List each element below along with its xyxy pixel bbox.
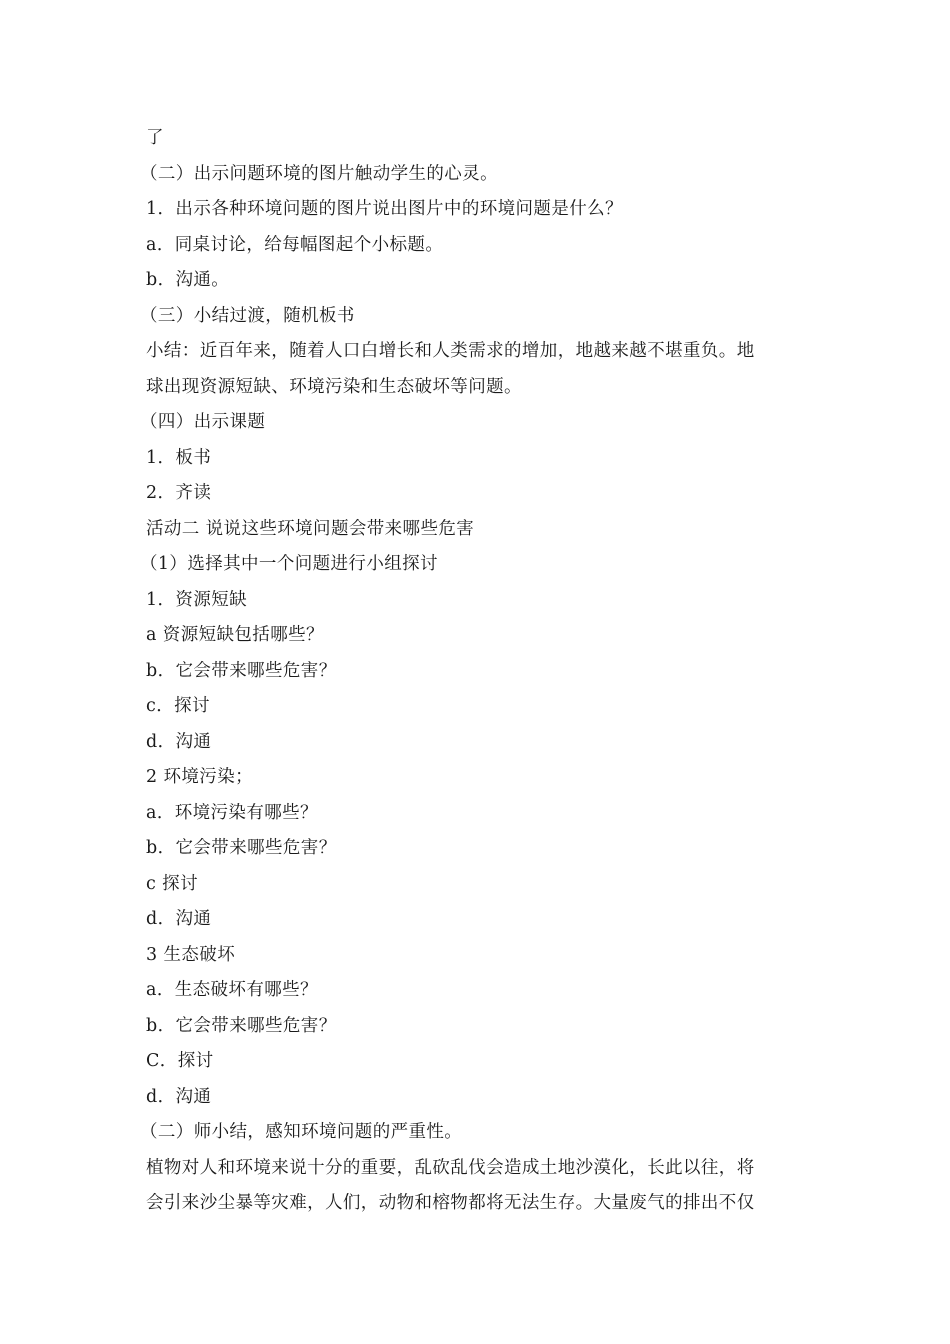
list-item: a．环境污染有哪些？ — [146, 802, 318, 823]
paragraph-line: 植物对人和环境来说十分的重要，乱砍乱伐会造成土地沙漠化，长此以往，将 — [146, 1157, 755, 1178]
list-item: C．探讨 — [146, 1051, 214, 1071]
text-line: 了 — [146, 128, 164, 148]
list-item: 1．资源短缺 — [146, 589, 248, 610]
list-item: 3 生态破坏 — [146, 944, 236, 965]
paragraph-line: 小结：近百年来，随着人口白增长和人类需求的增加，地越来越不堪重负。地 — [146, 341, 755, 361]
activity-heading: 活动二 说说这些环境问题会带来哪些危害 — [146, 518, 475, 539]
list-item: c．探讨 — [146, 696, 210, 716]
list-item: d．沟通 — [146, 909, 212, 929]
document-body — [140, 121, 806, 1222]
list-item: d．沟通 — [146, 731, 212, 752]
list-item: 2．齐读 — [146, 483, 212, 503]
list-item: b．它会带来哪些危害？ — [146, 1015, 337, 1036]
list-item: 1．出示各种环境问题的图片说出图片中的环境问题是什么？ — [146, 199, 623, 219]
section-heading: （二）出示问题环境的图片触动学生的心灵。 — [140, 163, 498, 184]
section-heading: （三）小结过渡，随机板书 — [140, 305, 355, 326]
list-item: 2 环境污染； — [146, 767, 253, 787]
list-item: d．沟通 — [146, 1086, 212, 1107]
paragraph-line: 会引来沙尘暴等灾难，人们，动物和榕物都将无法生存。大量废气的排出不仅 — [146, 1193, 755, 1213]
section-heading: （四）出示课题 — [140, 412, 266, 432]
section-heading: （二）师小结，感知环境问题的严重性。 — [140, 1122, 463, 1142]
paragraph-line: 球出现资源短缺、环境污染和生态破坏等问题。 — [146, 376, 522, 397]
list-item: a．同桌讨论，给每幅图起个小标题。 — [146, 234, 444, 255]
list-item: b．它会带来哪些危害？ — [146, 660, 337, 681]
list-item: b．沟通。 — [146, 270, 230, 290]
list-item: a．生态破坏有哪些？ — [146, 980, 318, 1000]
list-item: 1．板书 — [146, 447, 212, 468]
list-item: a 资源短缺包括哪些？ — [146, 625, 324, 645]
section-heading: （1）选择其中一个问题进行小组探讨 — [140, 554, 438, 574]
list-item: c 探讨 — [146, 873, 198, 894]
list-item: b．它会带来哪些危害？ — [146, 838, 337, 858]
